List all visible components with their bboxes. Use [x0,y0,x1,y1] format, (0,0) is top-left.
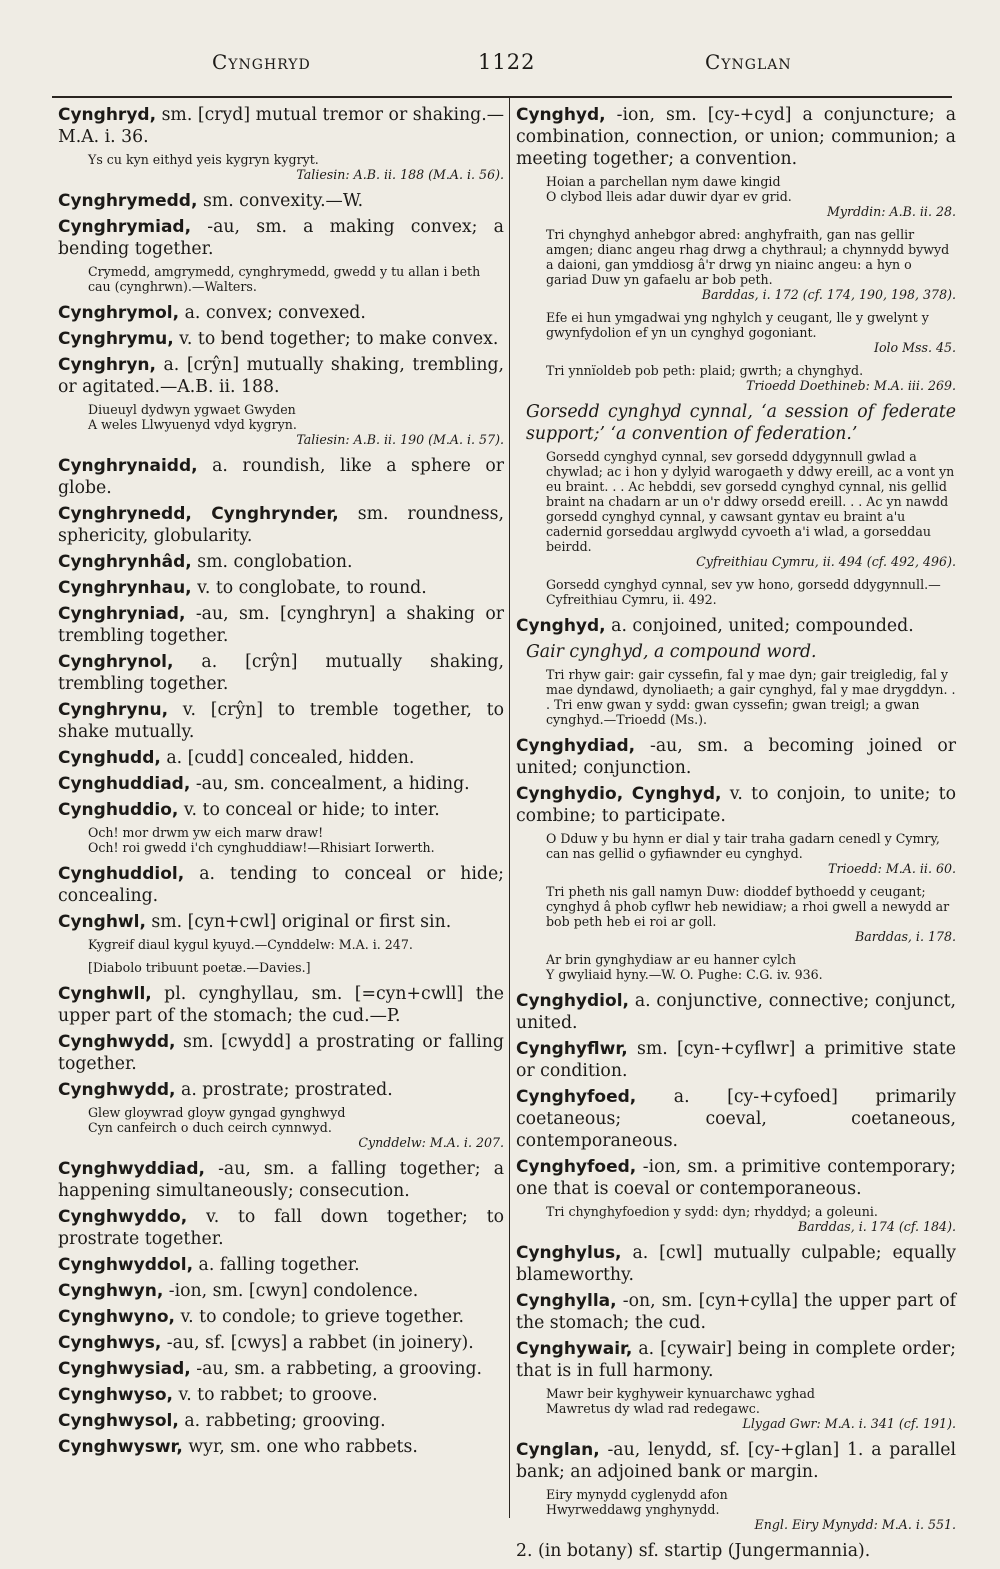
dictionary-entry [58,747,504,769]
dictionary-entry [516,1338,956,1382]
headword: Cynghudd, [58,748,161,768]
dictionary-entry [58,455,504,499]
citation-quote [88,264,504,294]
headword: Cynghyd, [516,616,606,636]
dictionary-entry [58,983,504,1027]
headword: Cynghylus, [516,1243,622,1263]
definition: a. [cudd] concealed, hidden. [166,748,415,768]
headword: Cynghryn, [58,355,156,375]
definition: sm. [cyn+cwl] original or first sin. [151,912,452,932]
headword: Cynghwyddol, [58,1255,194,1275]
dictionary-entry [58,1306,504,1328]
dictionary-entry [58,1280,504,1302]
definition: a. rabbeting; grooving. [184,1411,386,1431]
quote-line: Tri chynghyfoedion y sydd: dyn; rhyddyd; a goleuni. [546,1204,878,1219]
quote-line: [Diabolo tribuunt poetæ.—Davies.] [88,960,311,975]
citation-quote [546,884,956,944]
definition: 2. (in botany) sf. startip (Jungermannia). [516,1541,871,1561]
definition: v. to fall down together; to prostrate together. [58,1207,504,1249]
citation-source: Barddas, i. 178. [855,929,956,944]
headword: Cynghryniad, [58,604,186,624]
header-left-guideword: Cynghryd [212,50,311,74]
dictionary-entry [58,104,504,148]
headword: Cynghwydd, [58,1080,176,1100]
dictionary-entry [58,190,504,212]
definition: sm. [cryd] mutual tremor or shaking.—M.A. i. 36. [58,105,504,147]
dictionary-entry [58,699,504,743]
citation-source: Trioedd: M.A. ii. 60. [828,861,956,876]
headword: Cynghrynu, [58,700,169,720]
quote-line: Hoian a parchellan nym dawe kingid [546,174,781,189]
definition: sm. [cwydd] a prostrating or falling together. [58,1032,504,1074]
headword: Cynghrynedd, Cynghrynder, [58,504,339,524]
quote-line: Gorsedd cynghyd cynnal, sev yw hono, gorsedd ddygynnull.—Cyfreithiau Cymru, ii. 492. [546,577,941,607]
dictionary-entry [58,302,504,324]
headword: Cynghwyn, [58,1281,164,1301]
headword: Cynghwyswr, [58,1437,183,1457]
dictionary-entry [516,1086,956,1152]
header-right-guideword: Cynglan [705,50,792,74]
dictionary-entry [58,1358,504,1380]
quote-line: Tri chynghyd anhebgor abred: anghyfraith, gan nas gellir amgen; dianc angeu rhag drwg a chythraul; a chynnydd bywyd a daioni, gan ymddiosg â'r drwg yn niainc angeu: a hyn o gariad Duw yn gafaelu ar bob peth. [546,227,950,287]
dictionary-entry [58,503,504,547]
headword: Cynghydio, Cynghyd, [516,784,722,804]
dictionary-entry [58,799,504,821]
quote-line: Cyn canfeirch o duch ceirch cynnwyd. [88,1120,332,1135]
citation-quote [546,310,956,355]
dictionary-entry [516,735,956,779]
quote-line: Mawr beir kyghyweir kynuarchawc yghad [546,1386,815,1401]
quote-line: Crymedd, amgrymedd, cynghrymedd, gwedd y tu allan i beth cau (cynghrwn).—Walters. [88,264,481,294]
definition: -on, sm. [cyn+cylla] the upper part of the stomach; the cud. [516,1291,956,1333]
quote-line: Tri rhyw gair: gair cyssefin, fal y mae dyn; gair treigledig, fal y mae dyndawd, dynoliaeth; a gair cynghyd, fal y mae drygddyn. . . Tri enw gwan y sydd: gwan cyssefin; gwan treigl; a gwan cynghyd.—Trioedd (Ms.). [546,667,956,727]
citation-quote [546,1204,956,1234]
dictionary-entry [58,1206,504,1250]
quote-line: Hwyrweddawg ynghynydd. [546,1502,720,1517]
definition: sm. convexity.—W. [202,191,364,211]
citation-quote [88,402,504,447]
definition: -au, sm. a becoming joined or united; conjunction. [516,736,956,778]
quote-line: Diueuyl dydwyn ygwaet Gwyden [88,402,296,417]
dictionary-entry [58,1436,504,1458]
quote-line: Gorsedd cynghyd cynnal, sev gorsedd ddygynnull gwlad a chywlad; ac i hon y dylyid warogaeth y ddwy ereill, ac a vont yn eu braint. . . Ac hebddi, sev gorsedd cynghyd cynnal, nis gellid braint na chadarn ar un o'r ddwy orsedd ereill. . . Ac yn nawdd gorsedd cynghyd cynnal, y cawsant gyntav eu braint a'u cadernid gorseddau arglwydd cyvoeth a'i wlad, a gorseddau beirdd. [546,449,955,554]
header-rule [52,96,952,98]
headword: Cynghryd, [58,105,157,125]
definition: a. tending to conceal or hide; concealing. [58,864,505,906]
definition: pl. cynghyllau, sm. [=cyn+cwll] the upper part of the stomach; the cud.—P. [58,984,504,1026]
quote-line: Mawretus dy wlad rad redegawc. [546,1401,760,1416]
page-number: 1122 [478,50,536,74]
citation-quote [546,1386,956,1431]
headword: Cynghrynhâd, [58,552,192,572]
headword: Cynghuddiol, [58,864,185,884]
definition: v. to bend together; to make convex. [179,329,499,349]
definition: -au, lenydd, sf. [cy-+glan] 1. a parallel bank; an adjoined bank or margin. [516,1440,956,1482]
dictionary-entry [516,104,956,170]
dictionary-entry [516,1290,956,1334]
headword: Cynghyd, [516,105,606,125]
citation-source: Cyfreithiau Cymru, ii. 494 (cf. 492, 496). [696,554,956,569]
headword: Cynghuddio, [58,800,179,820]
dictionary-entry [58,1384,504,1406]
quote-line: A weles Llwyuenyd vdyd kygryn. [88,417,297,432]
dictionary-entry [58,216,504,260]
citation-source: Taliesin: A.B. ii. 190 (M.A. i. 57). [296,432,504,447]
definition: -au, sm. a making convex; a bending together. [58,217,504,259]
dictionary-entry [58,1079,504,1101]
definition: sm. conglobation. [197,552,353,572]
headword: Cynghrynaidd, [58,456,198,476]
citation-source: Cynddelw: M.A. i. 207. [358,1135,504,1150]
citation-source: Trioedd Doethineb: M.A. iii. 269. [746,378,956,393]
dictionary-entry [58,1031,504,1075]
dictionary-entry [516,990,956,1034]
citation-source: Myrddin: A.B. ii. 28. [827,204,956,219]
headword: Cynghrynol, [58,652,174,672]
right-column [516,104,956,1566]
quote-line: O clybod lleis adar duwir dyar ev grid. [546,189,792,204]
citation-quote [546,174,956,219]
definition: -au, sm. a rabbeting, a grooving. [196,1359,483,1379]
quote-line: Kygreif diaul kygul kyuyd.—Cynddelw: M.A. i. 247. [88,937,413,952]
quote-line: Ar brin gynghydiaw ar eu hanner cylch [546,952,797,967]
citation-quote [546,667,956,727]
definition: a. roundish, like a sphere or globe. [58,456,504,498]
definition: a. [cy-+cyfoed] primarily coetaneous; coeval, coetaneous, contemporaneous. [516,1087,956,1151]
definition: a. convex; convexed. [184,303,366,323]
dictionary-entry [58,773,504,795]
citation-quote [546,227,956,302]
citation-quote [88,937,504,952]
quote-line: Och! mor drwm yw eich marw draw! [88,825,324,840]
column-divider [509,98,510,1518]
definition: a. conjoined, united; compounded. [611,616,914,636]
definition: v. to condole; to grieve together. [180,1307,464,1327]
definition: v. to rabbet; to groove. [178,1385,378,1405]
headword: Cynghwyno, [58,1307,175,1327]
headword: Cynghrymiad, [58,217,192,237]
definition: a. [cywair] being in complete order; that is in full harmony. [516,1339,956,1381]
definition: -au, sm. [cynghryn] a shaking or trembling together. [58,604,505,646]
headword: Cynglan, [516,1440,600,1460]
citation-quote [546,577,956,607]
definition: v. to conceal or hide; to inter. [183,800,440,820]
left-column [58,104,504,1462]
definition: a. [crŷn] mutually shaking, trembling together. [58,652,504,694]
dictionary-entry [516,1242,956,1286]
citation-quote [546,1487,956,1532]
definition: a. conjunctive, connective; conjunct, united. [516,991,957,1033]
headword: Cynghwydd, [58,1032,176,1052]
dictionary-entry [58,1332,504,1354]
citation-quote [546,449,956,569]
quote-line: Ys cu kyn eithyd yeis kygryn kygryt. [88,152,319,167]
quote-line: Y gwyliaid hyny.—W. O. Pughe: C.G. iv. 936. [546,967,823,982]
headword: Cynghrymol, [58,303,180,323]
citation-quote [546,952,956,982]
citation-quote [546,363,956,393]
headword: Cynghylla, [516,1291,617,1311]
dictionary-entry [58,1158,504,1202]
citation-source: Iolo Mss. 45. [873,340,956,355]
headword: Cynghrymu, [58,329,174,349]
definition: a. [cwl] mutually culpable; equally blameworthy. [516,1243,956,1285]
headword: Cynghwyso, [58,1385,173,1405]
headword: Cynghuddiad, [58,774,191,794]
definition: a. prostrate; prostrated. [181,1080,393,1100]
dictionary-entry [58,651,504,695]
headword: Cynghwyddiad, [58,1159,205,1179]
definition: -au, sm. a falling together; a happening simultaneously; consecution. [58,1159,504,1201]
headword: Cynghywair, [516,1339,633,1359]
headword: Cynghydiol, [516,991,629,1011]
quote-line: Efe ei hun ymgadwai yng nghylch y ceugant, lle y gwelynt y gwynfydolion ef yn un cynghyd gogoniant. [546,310,929,340]
headword: Cynghwll, [58,984,152,1004]
dictionary-entry [58,354,504,398]
citation-quote [88,152,504,182]
definition: v. to conjoin, to unite; to combine; to participate. [516,784,956,826]
headword: Cynghyflwr, [516,1039,628,1059]
headword: Cynghyfoed, [516,1087,637,1107]
citation-source: Barddas, i. 172 (cf. 174, 190, 198, 378). [701,287,956,302]
definition: -ion, sm. a primitive contemporary; one that is coeval or contemporaneous. [516,1157,956,1199]
citation-source: Taliesin: A.B. ii. 188 (M.A. i. 56). [296,167,504,182]
dictionary-entry [516,783,956,827]
usage-phrase: Gair cynghyd, a compound word. [526,642,817,662]
headword: Cynghwl, [58,912,146,932]
definition: sm. [cyn-+cyflwr] a primitive state or condition. [516,1039,956,1081]
headword: Cynghwys, [58,1333,162,1353]
citation-quote [88,1105,504,1150]
citation-source: Engl. Eiry Mynydd: M.A. i. 551. [754,1517,956,1532]
dictionary-entry [58,551,504,573]
headword: Cynghrynhau, [58,578,192,598]
running-header [0,50,1000,80]
dictionary-entry [58,911,504,933]
citation-quote [88,960,504,975]
dictionary-entry [58,863,504,907]
definition: -ion, sm. [cwyn] condolence. [168,1281,419,1301]
headword: Cynghyfoed, [516,1157,637,1177]
dictionary-entry [516,1038,956,1082]
quote-line: O Dduw y bu hynn er dial y tair traha gadarn cenedl y Cymry, can nas gellid o gyfiawnder eu cynghyd. [546,831,940,861]
citation-quote [546,831,956,876]
dictionary-entry [516,615,956,637]
headword: Cynghwyddo, [58,1207,188,1227]
dictionary-entry [516,1540,956,1562]
dictionary-entry [58,603,504,647]
dictionary-entry [58,1410,504,1432]
definition: v. [crŷn] to tremble together, to shake mutually. [58,700,504,742]
definition: -au, sf. [cwys] a rabbet (in joinery). [166,1333,474,1353]
definition: -au, sm. concealment, a hiding. [195,774,470,794]
dictionary-entry [58,577,504,599]
headword: Cynghrymedd, [58,191,198,211]
dictionary-entry [58,1254,504,1276]
definition: a. falling together. [198,1255,360,1275]
headword: Cynghydiad, [516,736,636,756]
quote-line: Och! roi gwedd i'ch cynghuddiaw!—Rhisiart Iorwerth. [88,840,435,855]
citation-source: Llygad Gwr: M.A. i. 341 (cf. 191). [742,1416,956,1431]
usage-phrase: Gorsedd cynghyd cynnal, ‘a session of federate support;’ ‘a convention of federation.’ [526,402,956,444]
dictionary-entry [516,1439,956,1483]
dictionary-entry [516,1156,956,1200]
definition: a. [crŷn] mutually shaking, trembling, or agitated.—A.B. ii. 188. [58,355,505,397]
headword: Cynghwysol, [58,1411,179,1431]
definition: sm. roundness, sphericity, globularity. [58,504,504,546]
quote-line: Eiry mynydd cyglenydd afon [546,1487,728,1502]
citation-quote [88,825,504,855]
headword: Cynghwysiad, [58,1359,191,1379]
citation-source: Barddas, i. 174 (cf. 184). [797,1219,956,1234]
dictionary-entry [58,328,504,350]
definition: wyr, sm. one who rabbets. [188,1437,418,1457]
quote-line: Tri pheth nis gall namyn Duw: dioddef bythoedd y ceugant; cynghyd â phob cyflwr heb newidiaw; a rhoi gwell a newydd ar bob peth heb ei roi ar goll. [546,884,950,929]
definition: v. to conglobate, to round. [197,578,427,598]
quote-line: Tri ynnïoldeb pob peth: plaid; gwrth; a chynghyd. [546,363,864,378]
definition: -ion, sm. [cy-+cyd] a conjuncture; a combination, connection, or union; communion; a meeting together; a convention. [516,105,956,169]
quote-line: Glew gloywrad gloyw gyngad gynghwyd [88,1105,346,1120]
